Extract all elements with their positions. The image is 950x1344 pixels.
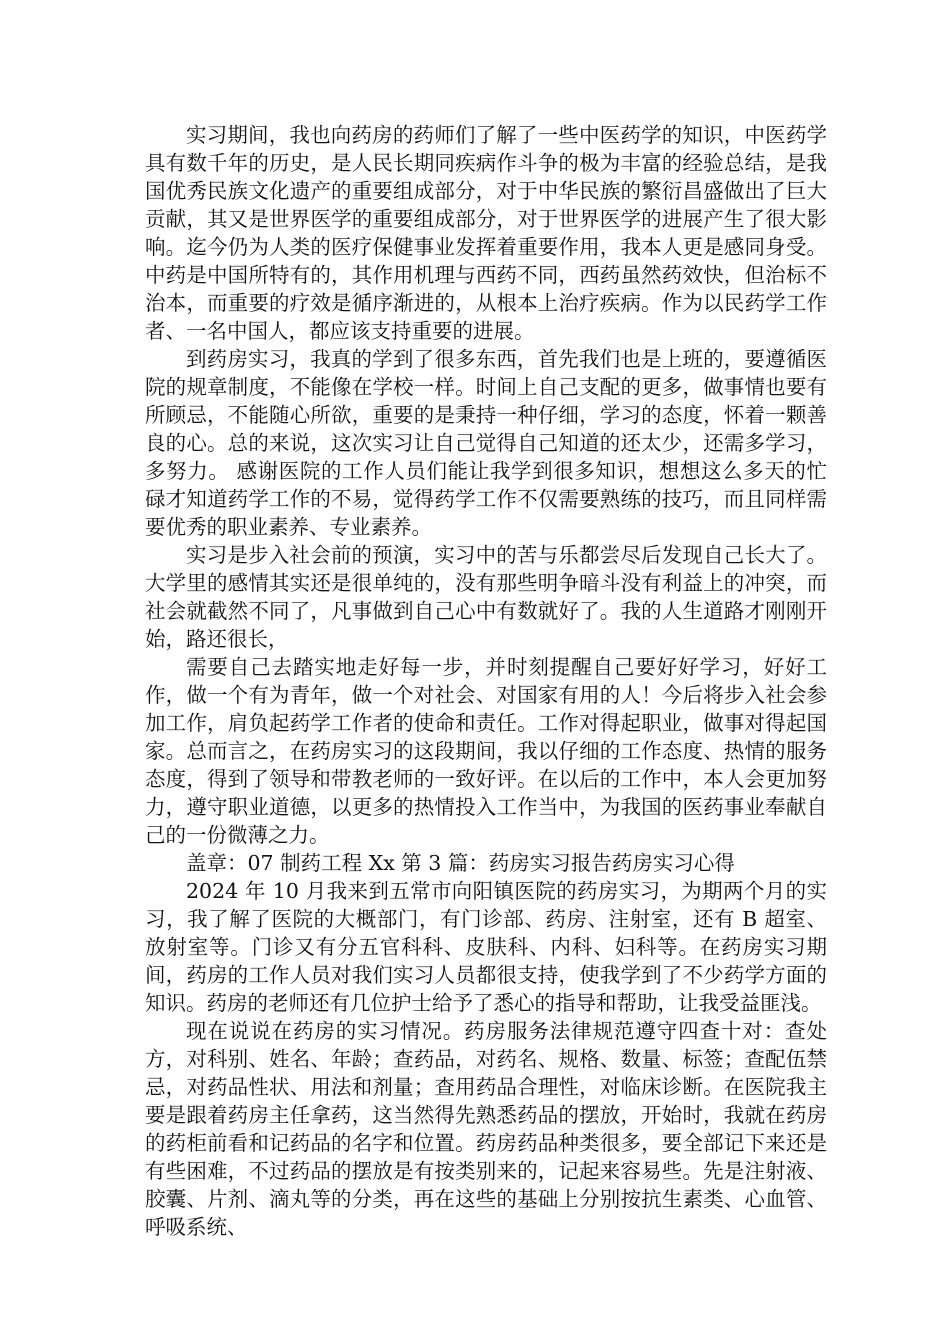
paragraph-pharmacy-learning: 到药房实习，我真的学到了很多东西，首先我们也是上班的，要遵循医院的规章制度，不能像在学校一样。时间上自己支配的更多，做事情也要有所顾忌，不能随心所欲，重要的是秉持一种仔细，学习的态度，怀着一颗善良的心。总的来说，这次实习让自己觉得自己知道的还太少，还需多学习，多努力。 感谢医院的工作人员们能让我学到很多知识，想想这么多天的忙碌才知道药学工作的不易，觉得药学工作不仅需要熟练的技巧，而且同样需要优秀的职业素养、专业素养。 <box>145 347 827 539</box>
paragraph-internship-details: 现在说说在药房的实习情况。药房服务法律规范遵守四查十对：查处方，对科别、姓名、年龄；查药品，对药名、规格、数量、标签；查配伍禁忌，对药品性状、用法和剂量；查用药品合理性，对临床诊断。在医院我主要是跟着药房主任拿药，这当然得先熟悉药品的摆放，开始时，我就在药房的药柜前看和记药品的名字和位置。药房药品种类很多，要全部记下来还是有些困难，不过药品的摆放是有按类别来的，记起来容易些。先是注射液、胶囊、片剂、滴丸等的分类，再在这些的基础上分别按抗生素类、心血管、呼吸系统、 <box>145 1019 827 1239</box>
paragraph-society-rehearsal: 实习是步入社会前的预演，实习中的苦与乐都尝尽后发现自己长大了。大学里的感情其实还是很单纯的，没有那些明争暗斗没有利益上的冲突，而社会就截然不同了，凡事做到自己心中有数就好了。我的人生道路才刚刚开始，路还很长， <box>145 543 827 651</box>
paragraph-section-heading: 盖章：07 制药工程 Xx 第 3 篇：药房实习报告药房实习心得 <box>186 851 735 875</box>
paragraph-tcm-knowledge: 实习期间，我也向药房的药师们了解了一些中医药学的知识，中医药学具有数千年的历史，是人民长期同疾病作斗争的极为丰富的经验总结，是我国优秀民族文化遗产的重要组成部分，对于中华民族的繁衍昌盛做出了巨大贡献，其又是世界医学的重要组成部分，对于世界医学的进展产生了很大影响。迄今仍为人类的医疗保健事业发挥着重要作用，我本人更是感同身受。中药是中国所特有的，其作用机理与西药不同，西药虽然药效快，但治标不治本，而重要的疗效是循序渐进的，从根本上治疗疾病。作为以民药学工作者、一名中国人，都应该支持重要的进展。 <box>145 123 827 343</box>
document-body <box>145 121 827 1241</box>
paragraph-step-by-step: 需要自己去踏实地走好每一步，并时刻提醒自己要好好学习，好好工作，做一个有为青年，做一个对社会、对国家有用的人！今后将步入社会参加工作，肩负起药学工作者的使命和责任。工作对得起职业，做事对得起国家。总而言之，在药房实习的这段期间，我以仔细的工作态度、热情的服务态度，得到了领导和带教老师的一致好评。在以后的工作中，本人会更加努力，遵守职业道德，以更多的热情投入工作当中，为我国的医药事业奉献自己的一份微薄之力。 <box>145 655 827 847</box>
paragraph-internship-start: 2024 年 10 月我来到五常市向阳镇医院的药房实习，为期两个月的实习，我了解了医院的大概部门，有门诊部、药房、注射室，还有 B 超室、放射室等。门诊又有分五官科科、皮肤科、内科、妇科等。在药房实习期间，药房的工作人员对我们实习人员都很支持，使我学到了不少药学方面的知识。药房的老师还有几位护士给予了悉心的指导和帮助，让我受益匪浅。 <box>145 879 827 1015</box>
